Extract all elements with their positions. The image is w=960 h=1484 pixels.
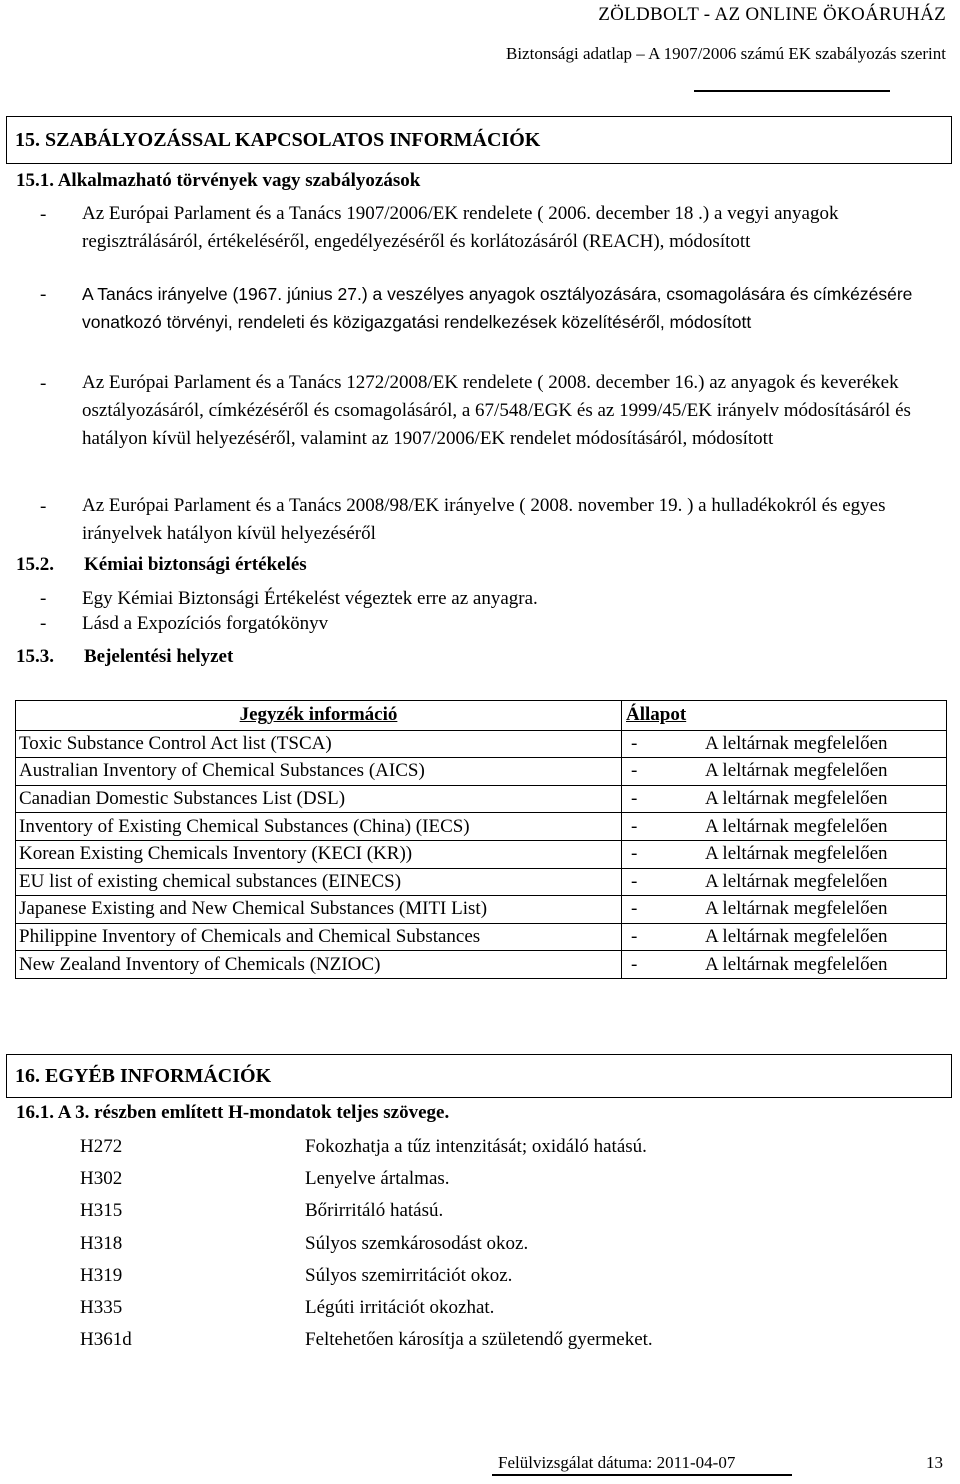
list-dash: - — [40, 204, 47, 225]
status-mark: - — [631, 926, 638, 948]
subsection-15-3-title: Bejelentési helyzet — [84, 646, 234, 667]
status-mark: - — [631, 815, 638, 837]
inventory-status: A leltárnak megfelelően — [705, 760, 888, 782]
status-mark: - — [631, 760, 638, 782]
h-text: Súlyos szemirritációt okoz. — [305, 1265, 513, 1286]
h-code: H318 — [80, 1233, 123, 1254]
list-dash: - — [40, 613, 47, 634]
subsection-15-1-title: 15.1. Alkalmazható törvények vagy szabályozások — [16, 170, 421, 191]
page-number: 13 — [926, 1453, 943, 1472]
h-code: H335 — [80, 1297, 123, 1318]
section-15-title: 15. SZABÁLYOZÁSSAL KAPCSOLATOS INFORMÁCIÓK — [6, 116, 952, 164]
column-header-inventory: Jegyzék információ — [16, 701, 622, 731]
table-row — [16, 785, 947, 813]
section-16-title: 16. EGYÉB INFORMÁCIÓK — [6, 1054, 952, 1098]
inventory-status: A leltárnak megfelelően — [705, 953, 888, 975]
inventory-name: Japanese Existing and New Chemical Substances (MITI List) — [16, 896, 622, 924]
header-rule — [694, 90, 890, 92]
inventory-name: EU list of existing chemical substances (EINECS) — [16, 868, 622, 896]
subsection-15-2-number: 15.2. — [16, 554, 54, 575]
h-text: Súlyos szemkárosodást okoz. — [305, 1233, 529, 1254]
status-mark: - — [631, 953, 638, 975]
law-reach: Az Európai Parlament és a Tanács 1907/2006/EK rendelete ( 2006. december 18 .) a vegyi anyagok regisztrálásáról, értékeléséről, engedélyezéséről és korlátozásáról (REACH), módosított — [82, 203, 839, 252]
status-mark: - — [631, 898, 638, 920]
status-mark: - — [631, 843, 638, 865]
table-header-row — [16, 701, 947, 731]
column-header-status: Állapot — [622, 701, 947, 731]
table-row — [16, 868, 947, 896]
inventory-name: Korean Existing Chemicals Inventory (KECI (KR)) — [16, 840, 622, 868]
list-dash: - — [40, 496, 47, 517]
inventory-status: A leltárnak megfelelően — [705, 732, 888, 754]
law-dsd: A Tanács irányelve (1967. június 27.) a veszélyes anyagok osztályozására, csomagolására és címkézésére vonatkozó törvényi, rendeleti és közigazgatási rendelkezések közelítéséről, módosított — [82, 284, 913, 332]
table-row — [16, 951, 947, 979]
h-text: Fokozhatja a tűz intenzitását; oxidáló hatású. — [305, 1136, 647, 1157]
subsection-16-1-title: 16.1. A 3. részben említett H-mondatok teljes szövege. — [16, 1102, 450, 1123]
inventory-name: New Zealand Inventory of Chemicals (NZIOC) — [16, 951, 622, 979]
inventory-status: A leltárnak megfelelően — [705, 815, 888, 837]
h-text: Bőrirritáló hatású. — [305, 1200, 444, 1221]
h-text: Légúti irritációt okozhat. — [305, 1297, 495, 1318]
list-dash: - — [40, 373, 47, 394]
subsection-15-3-number: 15.3. — [16, 646, 54, 667]
revision-date: Felülvizsgálat dátuma: 2011-04-07 — [498, 1453, 736, 1472]
table-row — [16, 813, 947, 841]
law-clp: Az Európai Parlament és a Tanács 1272/2008/EK rendelete ( 2008. december 16.) az anyagok és keverékek osztályozásáról, címkézéséről és csomagolásáról, a 67/548/EGK és az 1999/45/EK irányelv módosításáról és hatályon kívül helyezéséről, valamint az 1907/2006/EK rendelet módosításáról, módosított — [82, 372, 911, 449]
csa-item: Egy Kémiai Biztonsági Értékelést végeztek erre az anyagra. — [82, 588, 538, 609]
inventory-status: A leltárnak megfelelően — [705, 926, 888, 948]
inventory-name: Toxic Substance Control Act list (TSCA) — [16, 730, 622, 758]
h-code: H319 — [80, 1265, 123, 1286]
list-dash: - — [40, 284, 47, 305]
h-code: H302 — [80, 1168, 123, 1189]
footer-rule — [492, 1474, 792, 1476]
table-row — [16, 840, 947, 868]
subsection-15-2-title: Kémiai biztonsági értékelés — [84, 554, 307, 575]
table-row — [16, 730, 947, 758]
table-row — [16, 896, 947, 924]
h-text: Lenyelve ártalmas. — [305, 1168, 450, 1189]
inventory-name: Canadian Domestic Substances List (DSL) — [16, 785, 622, 813]
table-row — [16, 758, 947, 786]
csa-item: Lásd a Expozíciós forgatókönyv — [82, 613, 329, 634]
company-header: ZÖLDBOLT - AZ ONLINE ÖKOÁRUHÁZ — [598, 4, 946, 25]
document-subtitle: Biztonsági adatlap – A 1907/2006 számú EK szabályozás szerint — [505, 44, 946, 63]
h-code: H361d — [80, 1329, 132, 1350]
inventory-name: Australian Inventory of Chemical Substances (AICS) — [16, 758, 622, 786]
inventory-status: A leltárnak megfelelően — [705, 788, 888, 810]
law-waste: Az Európai Parlament és a Tanács 2008/98/EK irányelve ( 2008. november 19. ) a hulladékokról és egyes irányelvek hatályon kívül helyezéséről — [82, 495, 886, 544]
inventory-status: A leltárnak megfelelően — [705, 843, 888, 865]
table-row — [16, 923, 947, 951]
inventory-name: Philippine Inventory of Chemicals and Chemical Substances — [16, 923, 622, 951]
inventory-status: A leltárnak megfelelően — [705, 870, 888, 892]
h-code: H315 — [80, 1200, 123, 1221]
status-mark: - — [631, 870, 638, 892]
h-code: H272 — [80, 1136, 123, 1157]
list-dash: - — [40, 588, 47, 609]
inventory-table — [15, 700, 947, 979]
inventory-status: A leltárnak megfelelően — [705, 898, 888, 920]
status-mark: - — [631, 732, 638, 754]
inventory-name: Inventory of Existing Chemical Substances (China) (IECS) — [16, 813, 622, 841]
status-mark: - — [631, 788, 638, 810]
h-text: Feltehetően károsítja a születendő gyermeket. — [305, 1329, 653, 1350]
